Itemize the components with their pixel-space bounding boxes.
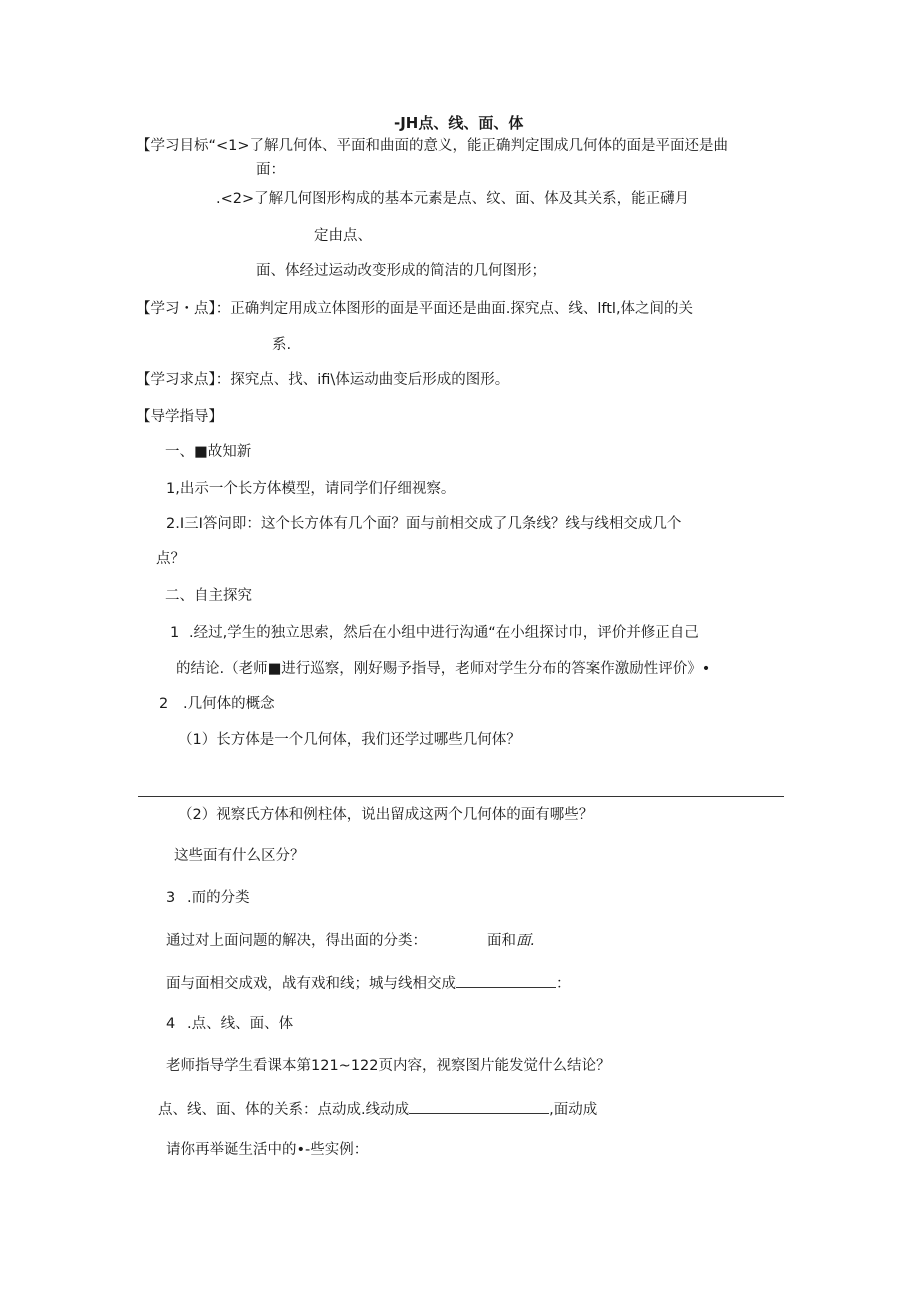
horizontal-divider — [138, 796, 784, 797]
item-2-number: 2 — [159, 696, 169, 712]
relation-line — [158, 1099, 597, 1119]
item-2-text: .几何体的概念 — [183, 696, 275, 712]
item-3-text: .而的分类 — [187, 890, 250, 906]
classify-blank-text — [487, 932, 535, 950]
item-1-number: 1 — [170, 625, 180, 641]
item-1-line-b: 的结论.（老师■进行巡察，刚好赐予指导，老师对学生分布的答案作激励性评价》• — [176, 661, 711, 677]
goals-text-1: “<1>了解几何体、平面和曲面的意义，能正确判定围成几何体的面是平面还是曲 — [208, 138, 729, 154]
section-1-heading: 一、■故知新 — [165, 444, 252, 460]
question-2b: 这些面有什么区分？ — [174, 848, 305, 864]
classify-label-1: 面和 — [487, 933, 516, 949]
intersect-line — [166, 973, 571, 993]
classify-label-2: 面. — [516, 933, 536, 949]
goals-line-3: 定由点、 — [314, 228, 372, 244]
guide-text: 老师指导学生看课本第121~122页内容，视察图片能发觉什么结论？ — [166, 1058, 611, 1074]
examples-prompt: 请你再举诞生活中的•-些实例： — [166, 1142, 369, 1158]
item-4-number: 4 — [166, 1016, 176, 1032]
goals-label: 【学习目标 — [136, 138, 209, 154]
answer-blank-point[interactable] — [456, 973, 556, 988]
section-1-item-1: 1,出示一个长方体模型，请同学们仔细视察。 — [166, 481, 456, 497]
classify-prompt: 通过对上面问题的解决，得出面的分类： — [166, 933, 427, 949]
guide-title: 【导学指导】 — [136, 409, 223, 425]
intersect-text: 面与面相交成戏，战有戏和线；城与线相交成 — [166, 976, 456, 992]
section-1-item-2a: 2.I三I答问即：这个长方体有几个面？面与前相交成了几条线？线与线相交成几个 — [166, 516, 682, 532]
keypoints-line-1: 【学习・点】：正确判定用成立体图形的面是平面还是曲面.探究点、线、lftl,体之间的关 — [136, 301, 694, 317]
item-3-number: 3 — [166, 890, 176, 906]
goals-line-4: 面、体经过运动改变形成的简洁的几何图形； — [256, 263, 546, 279]
answer-blank-line[interactable] — [409, 1099, 549, 1114]
relation-end: ,面动成 — [549, 1102, 598, 1118]
section-2-heading: 二、自主探究 — [165, 588, 252, 604]
item-1-line-a: .经过,学生的独立思索，然后在小组中进行沟通“在小组探讨巾，评价并修正自己 — [189, 625, 699, 641]
page-title: -JH点、线、面、体 — [394, 114, 524, 132]
goals-line-1 — [136, 137, 728, 155]
goals-line-1b: 面： — [256, 162, 285, 178]
relation-text: 点、线、面、体的关系：点动成.线动成 — [158, 1102, 410, 1118]
keypoints-line-2: 系. — [272, 337, 292, 353]
item-4-text: .点、线、面、体 — [187, 1016, 294, 1032]
question-1: （1）长方体是一个几何体，我们还学过哪些几何体？ — [178, 732, 521, 748]
intersect-end: ： — [556, 976, 571, 992]
section-1-item-2b: 点？ — [156, 551, 185, 567]
difficulty-line: 【学习求点】：探究点、找、ifi\体运动曲变后形成的图形。 — [136, 372, 510, 388]
goals-line-2: .<2>了解几何图形构成的基本元素是点、纹、面、体及其关系，能正礴月 — [216, 191, 690, 207]
question-2: （2）视察氏方体和例柱体，说出留成这两个几何体的面有哪些？ — [178, 807, 594, 823]
